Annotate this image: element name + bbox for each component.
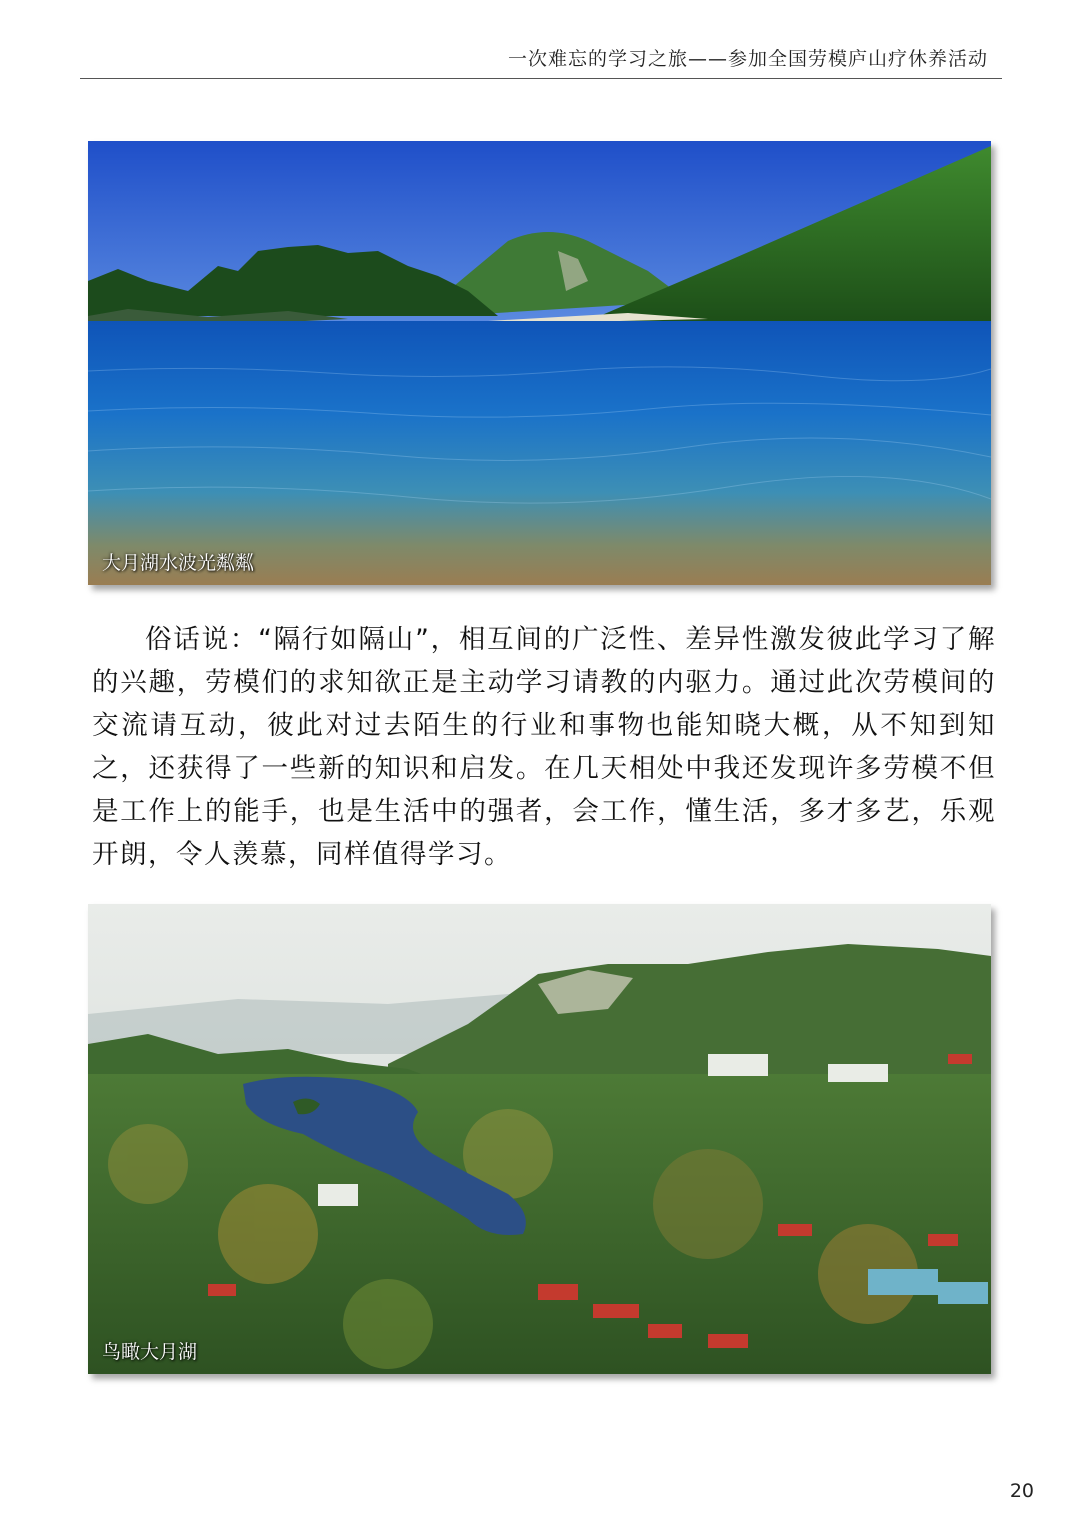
header-title: 一次难忘的学习之旅——参加全国劳模庐山疗休养活动: [507, 48, 988, 70]
header-divider: [80, 78, 1002, 79]
aerial-photo: [88, 904, 991, 1374]
body-paragraph: 俗话说：“隔行如隔山”，相互间的广泛性、差异性激发彼此学习了解的兴趣，劳模们的求知欲正是主动学习请教的内驱力。通过此次劳模间的交流请互动，彼此对过去陌生的行业和事物也能知晓大概，从不知到知之，还获得了一些新的知识和启发。在几天相处中我还发现许多劳模不但是工作上的能手，也是生活中的强者，会工作，懂生活，多才多艺，乐观开朗，令人羡慕，同样值得学习。: [92, 624, 996, 870]
lake-photo: [88, 141, 991, 585]
body-paragraph-block: [92, 618, 996, 876]
page-number: 20: [1009, 1480, 1034, 1502]
lake-photo-caption: 大月湖水波光粼粼: [102, 552, 255, 574]
aerial-photo-caption: 鸟瞰大月湖: [102, 1341, 198, 1363]
